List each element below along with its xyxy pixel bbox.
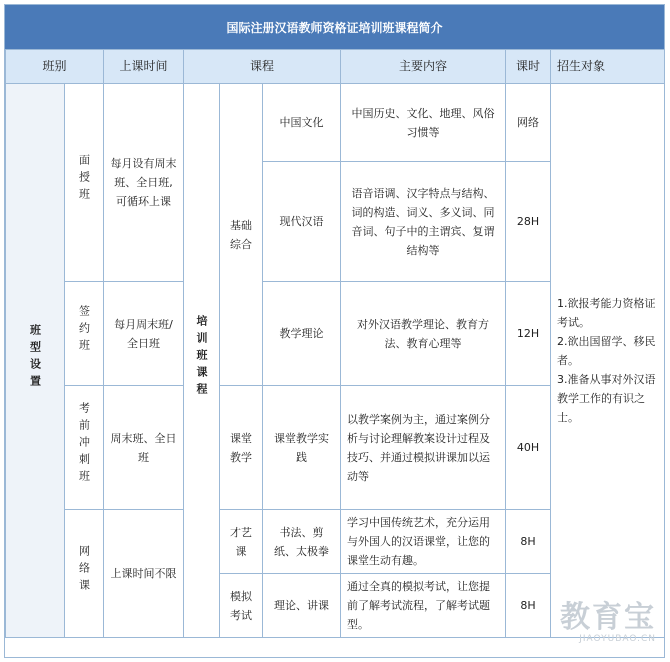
watermark-url: JIAOYUBAO.CN [579,634,656,644]
course-hours: 8H [506,574,551,638]
header-content: 主要内容 [341,50,506,84]
course-content: 以教学案例为主，通过案例分析与讨论理解教案设计过程及技巧、并通过模拟讲课加以运动等 [341,386,506,510]
class-schedule: 上课时间不限 [104,510,184,638]
course-name: 现代汉语 [263,162,341,282]
class-name-cell [65,386,104,510]
course-name: 教学理论 [263,282,341,386]
course-group: 课堂教学 [220,386,263,510]
training-label: 培训班课程 [195,315,209,400]
table-row [6,84,665,162]
class-schedule: 每月设有周末班、全日班,可循环上课 [104,84,184,282]
course-content: 学习中国传统艺术，充分运用与外国人的汉语课堂，让您的课堂生动有趣。 [341,510,506,574]
course-hours: 网络 [506,84,551,162]
header-course: 课程 [184,50,341,84]
header-hours: 课时 [506,50,551,84]
course-content: 对外汉语教学理论、教育方法、教育心理等 [341,282,506,386]
header-audience: 招生对象 [551,50,665,84]
audience-item: 1.欲报考能力资格证考试。 [557,297,656,329]
class-name: 面授班 [77,154,91,205]
class-setting-cell [6,84,65,638]
course-hours: 28H [506,162,551,282]
class-name: 网络课 [77,545,91,596]
class-schedule: 周末班、全日班 [104,386,184,510]
class-name-cell [65,84,104,282]
course-content: 中国历史、文化、地理、风俗习惯等 [341,84,506,162]
header-schedule: 上课时间 [104,50,184,84]
class-setting-label: 班型设置 [28,323,42,392]
class-name: 考前冲刺班 [77,402,91,487]
course-name: 书法、剪纸、太极拳 [263,510,341,574]
watermark [560,602,656,644]
audience-item: 3.准备从事对外汉语教学工作的有识之士。 [557,373,656,424]
course-group: 模拟考试 [220,574,263,638]
training-label-cell [184,84,220,638]
course-group: 基础综合 [220,84,263,386]
watermark-logo: 教育宝 [560,600,656,635]
table-header-row [6,50,665,84]
table-title: 国际注册汉语教师资格证培训班课程简介 [5,5,664,49]
course-table [5,49,665,638]
course-name: 理论、讲课 [263,574,341,638]
course-hours: 12H [506,282,551,386]
audience-cell [551,84,665,638]
header-class-type: 班别 [6,50,104,84]
course-content: 语音语调、汉字特点与结构、词的构造、词义、多义词、同音词、句子中的主谓宾、复谓结构等 [341,162,506,282]
course-hours: 40H [506,386,551,510]
class-name: 签约班 [77,305,91,356]
course-hours: 8H [506,510,551,574]
course-group: 才艺课 [220,510,263,574]
course-content: 通过全真的模拟考试，让您提前了解考试流程，了解考试题型。 [341,574,506,638]
course-table-panel [4,4,665,658]
course-name: 课堂教学实践 [263,386,341,510]
class-schedule: 每月周末班/全日班 [104,282,184,386]
class-name-cell [65,282,104,386]
audience-item: 2.欲出国留学、移民者。 [557,335,656,367]
course-name: 中国文化 [263,84,341,162]
class-name-cell [65,510,104,638]
